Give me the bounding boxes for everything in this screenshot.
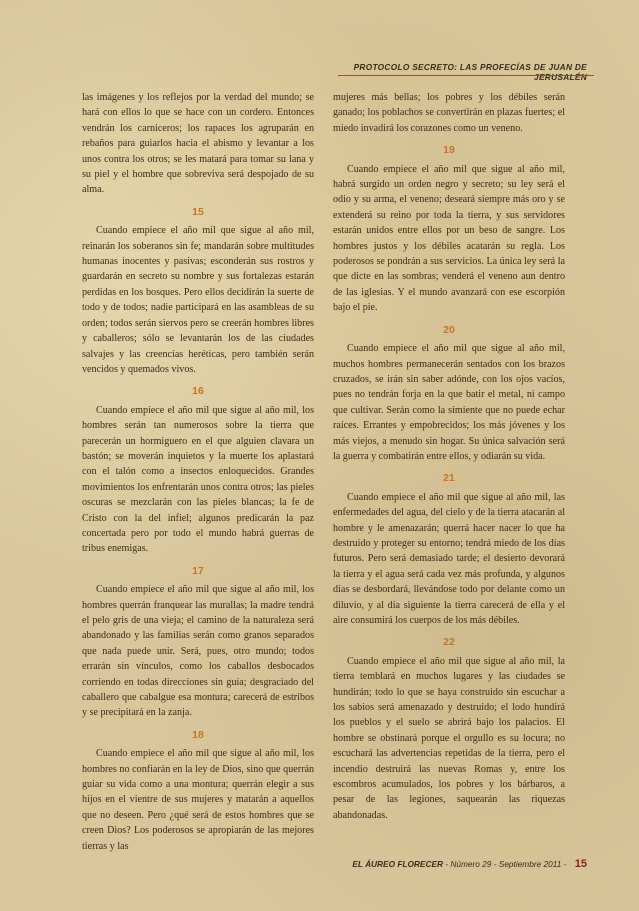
prophecy-number: 16	[192, 385, 204, 398]
prophecy-number: 18	[192, 728, 204, 741]
prophecy-number: 20	[443, 323, 455, 336]
paragraph: Cuando empiece el año mil que sigue al año mil, habrá surgido un orden negro y secreto; su ley será el odio y su arma, el veneno; deseará siempre más oro y se extenderá su reino por toda la tierra, y sus servidores estarán unidos entre ellos por un beso de sangre. Los hombres justos y los débiles acatarán su regla. Los poderosos se pondrán a sus servicios. La única ley será la que dicte en las sombras; venderá el veneno aun dentro de las iglesias. Y el mundo avanzará con ese escorpión bajo el pie.	[333, 163, 565, 314]
header-rule	[338, 75, 594, 76]
paragraph: Cuando empiece el año mil que sigue al año mil, los hombres querrán franquear las murallas; la madre tendrá el pelo gris de una vieja; el camino de la naturaleza será abandonado y las familias serán como granos separados que nada puede unir. Será, pues, otro mundo; todos errarán sin vínculos, como los caballos desbocados corriendo en todas direcciones sin guía; desgraciado del caballero que cabalgue esa montura; carecerá de estribos y se precipitará en la zanja.	[82, 584, 314, 719]
right-column	[333, 90, 565, 823]
paragraph: Cuando empiece el año mil que sigue al año mil, las enfermedades del agua, del cielo y de la tierra atacarán al hombre y le amenazarán; querrá hacer nacer lo que ha destruido y proteger su entorno; tendrá miedo de los días futuros. Pero será demasiado tarde; el desierto devorará la tierra y el agua será cada vez más profunda, y algunos días se desbordará, llevándose todo por delante como un diluvio, y al día siguiente la tierra carecerá de ella y el aire consumirá los cuerpos de los más débiles.	[333, 491, 565, 626]
prophecy-number: 22	[443, 636, 455, 649]
paragraph: las imágenes y los reflejos por la verdad del mundo; se hará con ellos lo que se hace con un cordero. Entonces vendrán los carniceros; los rapaces los agruparán en rebaños para guiarlos hacia el abismo y levantar a los unos contra los otros; se les matará para tomar su lana y su piel y el hombre que sobreviva será despojado de su alma.	[82, 92, 314, 196]
left-column	[82, 90, 314, 854]
paragraph: Cuando empiece el año mil que sigue al año mil, la tierra temblará en muchos lugares y las ciudades se hundirán; todo lo que se haya construido sin escuchar a los sabios será amenazado y destruido; el lodo hundirá los pueblos y el suelo se abrirá bajo los palacios. El hombre se obstinará porque el orgullo es su locura; no escuchará las advertencias repetidas de la tierra, pero el incendio destruirá las nuevas Romas y, entre los escombros acumulados, los pobres y los bárbaros, a pesar de las legiones, saquearán las riquezas abandonadas.	[333, 655, 565, 821]
paragraph: mujeres más bellas; los pobres y los débiles serán ganado; los poblachos se convertirán en plazas fuertes; el miedo invadirá los corazones como un veneno.	[333, 92, 565, 134]
paragraph: Cuando empiece el año mil que sigue al año mil, reinarán los soberanos sin fe; mandarán sobre multitudes humanas inocentes y pasivas; esconderán sus rostros y guardarán en secreto su nombre y sus fortalezas estarán perdidas en los bosques. Pero ellos decidirán la suerte de todo y de todos; nadie participará en las asambleas de su orden; todos serán siervos pero se creerán hombres libres y caballeros; sólo se levantarán los de las ciudades salvajes y las creencias heréticas, pero también serán vencidos y quemados vivos.	[82, 225, 314, 375]
magazine-title: EL ÁUREO FLORECER	[352, 859, 443, 869]
prophecy-number: 17	[192, 564, 204, 577]
page-footer	[300, 858, 587, 870]
running-header: PROTOCOLO SECRETO: LAS PROFECÍAS DE JUAN DE JERUSALÉN	[353, 62, 587, 82]
prophecy-number: 19	[443, 144, 455, 157]
page-number: 15	[574, 858, 587, 870]
prophecy-number: 21	[443, 472, 455, 485]
issue-info: - Número 29 - Septiembre 2011 -	[445, 859, 567, 869]
paragraph: Cuando empiece el año mil que sigue al año mil, los hombres no confiarán en la ley de Dios, sino que querrán guiar su vida como a una montura; querrán elegir a sus hijos en el vientre de sus mujeres y matarán a aquellos que no deseen. Pero ¿qué será de estos hombres que se creen Dios? Los poderosos se apropiarán de las mejores tierras y las	[82, 748, 314, 852]
paragraph: Cuando empiece el año mil que sigue al año mil, muchos hombres permanecerán sentados con los brazos cruzados, se irán sin saber adónde, con los ojos vacíos, pues no tendrán forja en la que batir el metal, ni campo que cultivar. Serán como la simiente que no puede echar raíces. Errantes y empobrecidos; los más jóvenes y los más viejos, a menudo sin hogar. Su única salvación será la guerra y combatirán entre ellos, y odiarán su vida.	[333, 343, 565, 462]
paragraph: Cuando empiece el año mil que sigue al año mil, los hombres serán tan numerosos sobre la tierra que parecerán un hormiguero en el que alguien clavara un bastón; se moverán inquietos y la muerte los aplastará con el talón como a insectos enloquecidos. Grandes movimientos los enfrentarán unos contra otros; las pieles oscuras se mezclarán con las pieles blancas; la fe de Cristo con la del infiel; algunos predicarán la paz concertada pero por todo el mundo habrá guerras de tribus enemigas.	[82, 404, 314, 555]
prophecy-number: 15	[192, 205, 204, 218]
